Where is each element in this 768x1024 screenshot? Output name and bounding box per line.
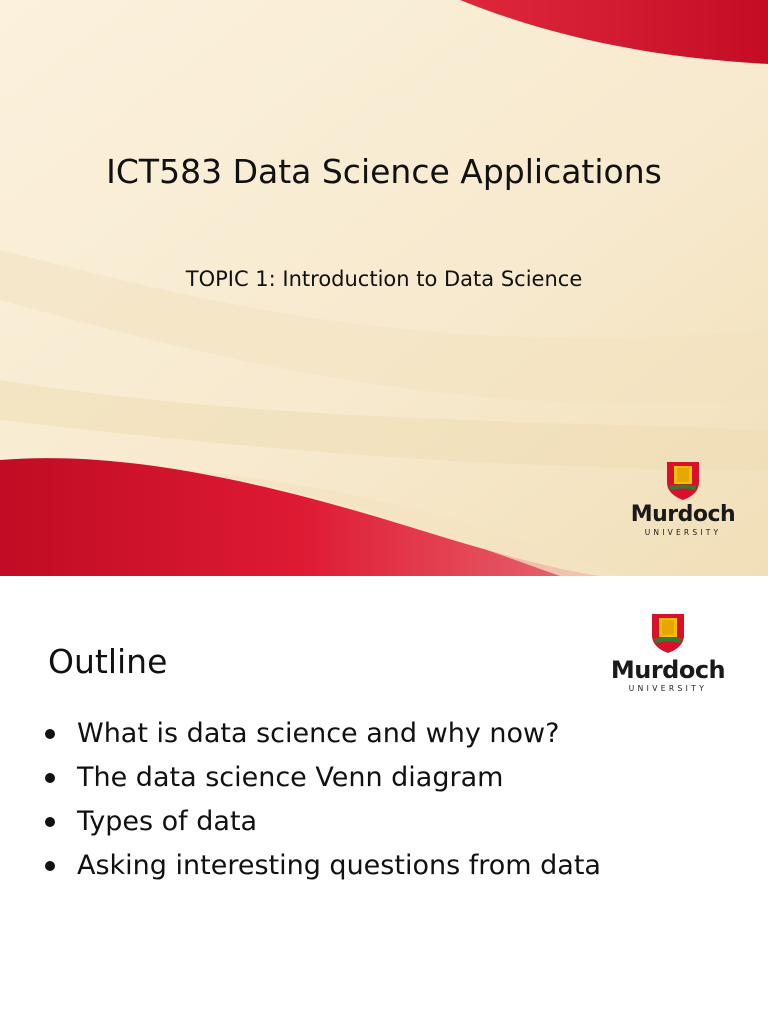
bullet-text: What is data science and why now? xyxy=(77,718,560,749)
bullet-icon xyxy=(45,773,55,783)
logo-wordmark: Murdoch xyxy=(630,502,736,527)
bullet-icon xyxy=(45,817,55,827)
bullet-text: Types of data xyxy=(77,806,258,837)
bullet-text: The data science Venn diagram xyxy=(77,762,504,793)
outline-slide xyxy=(0,576,768,1024)
list-item xyxy=(42,756,601,800)
list-item xyxy=(42,844,601,888)
bullet-icon xyxy=(45,729,55,739)
list-item xyxy=(42,800,601,844)
bullet-text: Asking interesting questions from data xyxy=(77,850,601,881)
list-item xyxy=(42,712,601,756)
outline-bullet-list xyxy=(42,712,601,888)
murdoch-logo xyxy=(628,460,738,537)
logo-wordmark: Murdoch xyxy=(610,656,726,684)
crest-icon xyxy=(650,612,686,654)
bullet-icon xyxy=(45,861,55,871)
crest-icon xyxy=(665,460,701,500)
murdoch-logo xyxy=(610,612,726,693)
presentation-title: ICT583 Data Science Applications xyxy=(106,152,662,191)
outline-heading: Outline xyxy=(48,642,168,681)
logo-subtext: UNIVERSITY xyxy=(628,684,708,693)
presentation-subtitle: TOPIC 1: Introduction to Data Science xyxy=(185,267,583,291)
logo-subtext: UNIVERSITY xyxy=(644,528,722,537)
